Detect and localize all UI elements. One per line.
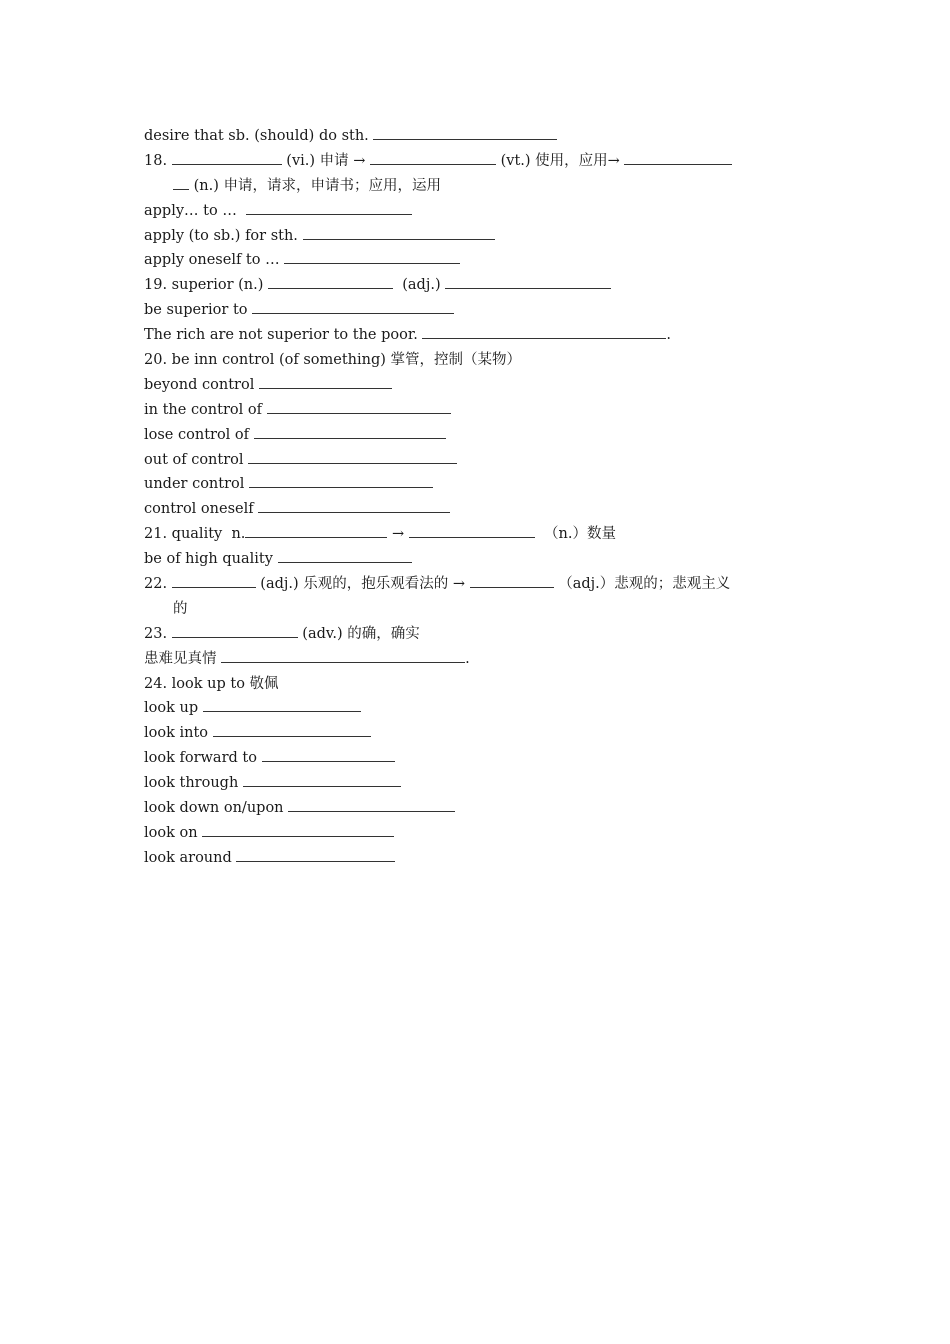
line-text: out of control (144, 451, 249, 468)
worksheet-line (144, 647, 814, 672)
item-number: 18. (144, 152, 172, 169)
answer-blank[interactable] (221, 647, 465, 663)
answer-blank[interactable] (173, 174, 189, 190)
worksheet-line (144, 149, 814, 174)
answer-blank[interactable] (373, 124, 557, 140)
line-text: look forward to (144, 750, 262, 767)
worksheet-line (144, 423, 814, 448)
line-text: (vi.) 申请 → (281, 152, 371, 169)
line-text: (adj.) (393, 277, 446, 294)
worksheet-line (144, 348, 814, 373)
line-text: control oneself (144, 501, 259, 518)
line-text: look into (144, 725, 213, 742)
answer-blank[interactable] (288, 796, 455, 812)
line-text: (n.) 申请，请求，申请书；应用，运用 (189, 177, 441, 194)
answer-blank[interactable] (252, 298, 454, 314)
answer-blank[interactable] (236, 846, 395, 862)
worksheet-line (144, 398, 814, 423)
worksheet-line (144, 672, 814, 697)
worksheet-line (144, 572, 814, 597)
worksheet-line (144, 846, 814, 871)
answer-blank[interactable] (422, 323, 666, 339)
worksheet-line (144, 472, 814, 497)
answer-blank[interactable] (246, 199, 412, 215)
worksheet-line (144, 597, 814, 622)
answer-blank[interactable] (243, 771, 401, 787)
line-text: （adj.）悲观的；悲观主义 (553, 576, 731, 593)
line-text: look through (144, 775, 243, 792)
line-text: (adv.) 的确，确实 (297, 625, 420, 642)
answer-blank[interactable] (370, 149, 496, 165)
worksheet-line (144, 248, 814, 273)
line-text: (adj.) 乐观的，抱乐观看法的 → (255, 576, 470, 593)
line-text: 19. superior (n.) (144, 277, 269, 294)
line-text: （n.）数量 (534, 526, 616, 543)
line-text: → (387, 526, 409, 543)
answer-blank[interactable] (268, 273, 393, 289)
item-number: 23. (144, 625, 172, 642)
worksheet-line (144, 796, 814, 821)
line-text: 患难见真情 (144, 650, 222, 667)
item-heading: 24. look up to 敬佩 (144, 675, 279, 692)
line-text: desire that sb. (should) do sth. (144, 128, 374, 144)
item-number: 22. (144, 576, 172, 593)
line-text: . (465, 650, 470, 667)
line-text: under control (144, 476, 250, 493)
worksheet-line (144, 746, 814, 771)
line-text: 21. quality n. (144, 526, 246, 543)
answer-blank[interactable] (445, 273, 611, 289)
answer-blank[interactable] (258, 497, 450, 513)
worksheet-line (144, 273, 814, 298)
line-text: look around (144, 849, 237, 866)
worksheet-line (144, 547, 814, 572)
line-text: be superior to (144, 302, 253, 319)
answer-blank[interactable] (172, 622, 298, 638)
line-text: apply oneself to … (144, 252, 285, 269)
answer-blank[interactable] (259, 373, 392, 389)
line-text: apply (to sb.) for sth. (144, 227, 303, 244)
worksheet-line (144, 199, 814, 224)
answer-blank[interactable] (303, 224, 495, 240)
answer-blank[interactable] (409, 522, 535, 538)
worksheet-line (144, 124, 814, 149)
line-text: apply… to … (144, 202, 247, 219)
answer-blank[interactable] (245, 522, 387, 538)
answer-blank[interactable] (284, 248, 460, 264)
answer-blank[interactable] (172, 572, 256, 588)
line-text: look down on/upon (144, 800, 289, 817)
line-text: in the control of (144, 401, 267, 418)
line-text: 的 (173, 600, 188, 617)
answer-blank[interactable] (624, 149, 732, 165)
answer-blank[interactable] (254, 423, 446, 439)
worksheet-line (144, 323, 814, 348)
line-text: look up (144, 700, 203, 717)
worksheet-line (144, 721, 814, 746)
worksheet-line (144, 771, 814, 796)
answer-blank[interactable] (213, 721, 371, 737)
item-heading: 20. be inn control (of something) 掌管，控制（某物） (144, 352, 522, 369)
line-text: (vt.) 使用，应用→ (496, 152, 625, 169)
answer-blank[interactable] (470, 572, 554, 588)
answer-blank[interactable] (262, 746, 395, 762)
answer-blank[interactable] (248, 448, 457, 464)
line-text: . (666, 327, 672, 344)
worksheet-page (144, 124, 814, 871)
worksheet-line (144, 522, 814, 547)
answer-blank[interactable] (278, 547, 412, 563)
worksheet-line (144, 373, 814, 398)
line-text: look on (144, 824, 203, 841)
answer-blank[interactable] (267, 398, 451, 414)
worksheet-line (144, 448, 814, 473)
worksheet-line (144, 224, 814, 249)
line-text: The rich are not superior to the poor. (144, 327, 423, 344)
line-text: be of high quality (144, 551, 278, 568)
line-text: lose control of (144, 426, 254, 443)
answer-blank[interactable] (249, 472, 433, 488)
answer-blank[interactable] (202, 821, 394, 837)
worksheet-line (144, 298, 814, 323)
worksheet-line (144, 174, 814, 199)
worksheet-line (144, 622, 814, 647)
worksheet-line (144, 696, 814, 721)
answer-blank[interactable] (203, 696, 361, 712)
line-text: beyond control (144, 376, 259, 393)
worksheet-line (144, 497, 814, 522)
answer-blank[interactable] (172, 149, 282, 165)
worksheet-line (144, 821, 814, 846)
